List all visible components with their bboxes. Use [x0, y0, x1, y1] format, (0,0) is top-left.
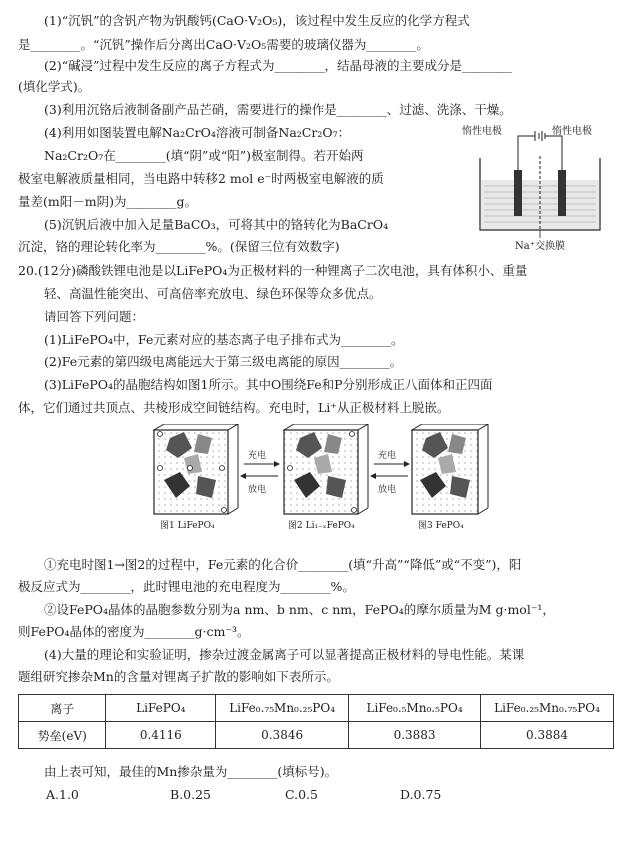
- table-cell: 0.3846: [216, 722, 349, 749]
- text-line: (3)LiFePO₄的晶胞结构如图1所示。其中O围绕Fe和P分别形成正八面体和正四面: [44, 377, 493, 392]
- arrow-label-discharge-1: 放电: [248, 485, 267, 495]
- figure-caption-2: 图2 Li₁₋ₓFePO₄: [288, 521, 355, 531]
- table-header-cell: LiFe₀.₇₅Mn₀.₂₅PO₄: [216, 695, 349, 722]
- arrow-label-charge-2: 充电: [378, 451, 397, 461]
- text-line: (2)Fe元素的第四级电离能远大于第三级电离能的原因________。: [44, 354, 403, 369]
- text-line: 轻、高温性能突出、可高倍率充放电、绿色环保等众多优点。: [44, 286, 382, 301]
- text-line: 体，它们通过共顶点、共棱形成空间链结构。充电时，Li⁺从正极材料上脱嵌。: [18, 400, 450, 415]
- crystal-structure-figure: [150, 424, 490, 534]
- option-b: B.0.25: [170, 787, 211, 802]
- table-cell: 0.3883: [349, 722, 481, 749]
- text-line: 量差(m阳－m阴)为________g。: [18, 194, 197, 209]
- text-line: (1)“沉钒”的含钒产物为钒酸钙(CaO·V₂O₅)，该过程中发生反应的化学方程式: [44, 13, 470, 28]
- crystal-cell-2: [284, 424, 368, 514]
- text-line: ②设FePO₄晶体的晶胞参数分别为a nm、b nm、c nm，FePO₄的摩尔质量为M g·mol⁻¹，: [44, 602, 555, 617]
- electrode-left-label: 惰性电极: [462, 126, 502, 137]
- table-header-cell: LiFePO₄: [106, 695, 216, 722]
- table-header-cell: 离子: [19, 695, 106, 722]
- table-header-cell: LiFe₀.₅Mn₀.₅PO₄: [349, 695, 481, 722]
- electrolysis-cell-diagram: [460, 122, 620, 252]
- text-line: ①充电时图1→图2的过程中，Fe元素的化合价________(填“升高”“降低”或“不变”)，阳: [44, 557, 522, 572]
- text-line: (4)利用如图装置电解Na₂CrO₄溶液可制备Na₂Cr₂O₇：: [44, 125, 351, 140]
- text-line: (5)沉钒后液中加入足量BaCO₃，可将其中的铬转化为BaCrO₄: [44, 217, 389, 232]
- text-line: Na₂Cr₂O₇在________(填“阴”或“阳”)极室制得。若开始两: [44, 148, 364, 163]
- table-cell: 0.4116: [106, 722, 216, 749]
- electrode-right-label: 惰性电极: [552, 126, 592, 137]
- table-header-row: [19, 695, 614, 722]
- text-line: 则FePO₄晶体的密度为________g·cm⁻³。: [18, 624, 250, 639]
- text-line: (4)大量的理论和实验证明，掺杂过渡金属离子可以显著提高正极材料的导电性能。某课: [44, 647, 525, 662]
- table-cell: 0.3884: [481, 722, 614, 749]
- text-line: (填化学式)。: [18, 79, 91, 94]
- arrow-label-discharge-2: 放电: [378, 485, 397, 495]
- option-a: A.1.0: [46, 787, 79, 802]
- text-line: 由上表可知，最佳的Mn掺杂量为________(填标号)。: [44, 764, 338, 779]
- table-header-cell: LiFe₀.₂₅Mn₀.₇₅PO₄: [481, 695, 614, 722]
- crystal-cell-3: [412, 424, 488, 514]
- text-line: (3)利用沉铬后液制备副产品芒硝，需要进行的操作是________、过滤、洗涤、干燥。: [44, 102, 512, 117]
- mn-doping-table: [18, 694, 614, 749]
- option-c: C.0.5: [285, 787, 318, 802]
- crystal-cell-1: [154, 424, 238, 514]
- text-line: (1)LiFePO₄中，Fe元素对应的基态离子电子排布式为________。: [44, 332, 404, 347]
- figure-caption-3: 图3 FePO₄: [418, 521, 464, 531]
- text-line: 题组研究掺杂Mn的含量对锂离子扩散的影响如下表所示。: [18, 669, 339, 684]
- membrane-label: Na⁺交换膜: [515, 241, 565, 252]
- text-line: 是________。“沉钒”操作后分离出CaO·V₂O₅需要的玻璃仪器为________。: [18, 37, 429, 52]
- text-line: (2)“碱浸”过程中发生反应的离子方程式为________，结晶母液的主要成分是________: [44, 58, 512, 73]
- text-line: 请回答下列问题：: [44, 309, 145, 324]
- figure-caption-1: 图1 LiFePO₄: [160, 521, 215, 531]
- table-row: [19, 722, 614, 749]
- text-line: 20.(12分)磷酸铁锂电池是以LiFePO₄为正极材料的一种锂离子二次电池，具有体积小、重量: [18, 263, 528, 278]
- text-line: 极反应式为________，此时锂电池的充电程度为________%。: [18, 579, 355, 594]
- option-d: D.0.75: [400, 787, 442, 802]
- text-line: 沉淀，铬的理论转化率为________%。(保留三位有效数字): [18, 239, 340, 254]
- arrow-label-charge-1: 充电: [248, 451, 267, 461]
- table-row-label: 势垒(eV): [19, 722, 106, 749]
- text-line: 极室电解液质量相同，当电路中转移2 mol e⁻时两极室电解液的质: [18, 171, 384, 186]
